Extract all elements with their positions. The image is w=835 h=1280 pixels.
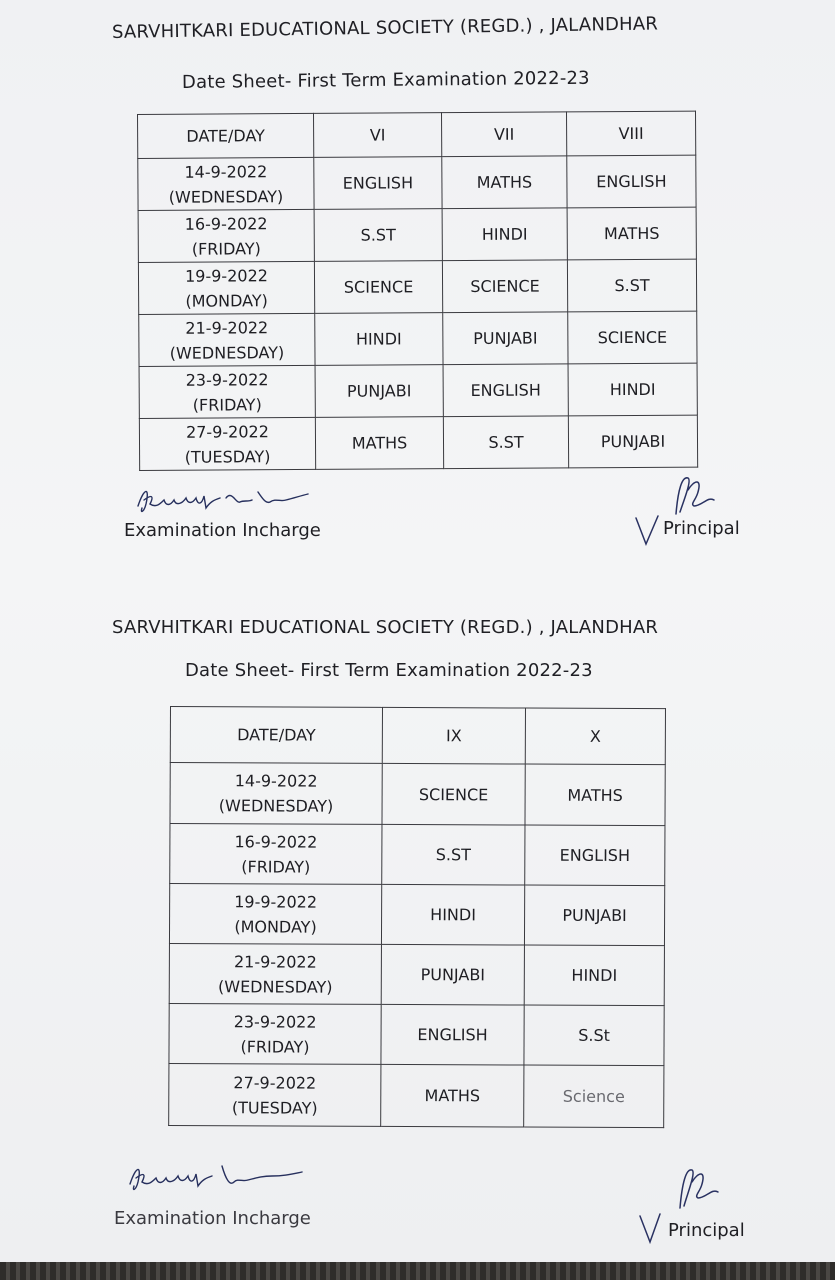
date-text: 21-9-2022 (233, 951, 317, 972)
subject-cell: ENGLISH (443, 364, 568, 417)
subject-cell: MATHS (442, 156, 567, 209)
date-cell (170, 763, 382, 825)
date-cell (138, 261, 314, 314)
date-cell (169, 943, 381, 1004)
date-cell (169, 1003, 381, 1064)
subject-cell: Science (524, 1065, 664, 1128)
subject-cell: MATHS (525, 764, 665, 826)
date-cell (169, 884, 381, 945)
header-class-ix: IX (382, 707, 525, 764)
subject-cell: PUNJABI (568, 415, 697, 468)
subject-cell: ENGLISH (567, 155, 696, 208)
header-class-viii: VIII (566, 111, 695, 156)
day-text: (FRIDAY) (192, 394, 262, 415)
header-class-x: X (525, 708, 665, 765)
subject-cell: HINDI (442, 208, 567, 261)
header-class-vi: VI (313, 113, 441, 158)
header-class-vii: VII (441, 112, 566, 157)
table-row (138, 207, 696, 262)
subject-cell: HINDI (381, 884, 524, 945)
date-text: 19-9-2022 (185, 265, 268, 286)
date-cell (139, 365, 315, 418)
subject-cell: PUNJABI (381, 944, 524, 1005)
header-date-day: DATE/DAY (170, 707, 382, 764)
incharge-label: Examination Incharge (114, 1208, 311, 1229)
day-text: (MONDAY) (185, 290, 268, 311)
table-header-row (138, 111, 696, 158)
date-cell (170, 824, 382, 885)
date-text: 19-9-2022 (234, 891, 318, 912)
principal-label: Principal (668, 1220, 745, 1241)
day-text: (TUESDAY) (231, 1097, 318, 1118)
day-text: (WEDNESDAY) (168, 186, 284, 207)
sheet1-subtitle: Date Sheet- First Term Examination 2022-23 (181, 67, 590, 93)
table-row (138, 259, 696, 314)
subject-cell: ENGLISH (381, 1004, 524, 1065)
date-text: 16-9-2022 (184, 213, 268, 234)
subject-cell: S.ST (443, 416, 568, 469)
subject-cell: PUNJABI (315, 365, 443, 418)
incharge-signature (130, 482, 320, 522)
day-text: (TUESDAY) (184, 446, 271, 467)
subject-cell: SCIENCE (314, 261, 442, 314)
table-row (169, 884, 664, 946)
table-header-row (170, 707, 665, 765)
table-row (139, 415, 697, 470)
day-text: (WEDNESDAY) (218, 796, 334, 816)
sheet1-title: SARVHITKARI EDUCATIONAL SOCIETY (REGD.) , JALANDHAR (111, 13, 659, 43)
table-row (170, 763, 665, 826)
subject-cell: HINDI (315, 313, 443, 366)
table-row (169, 1003, 664, 1065)
subject-cell: S.ST (382, 824, 525, 885)
principal-label: Principal (663, 518, 740, 539)
table-row (169, 1063, 664, 1127)
subject-cell: SCIENCE (442, 260, 567, 313)
subject-cell: S.St (524, 1005, 664, 1066)
subject-cell: HINDI (524, 945, 664, 1006)
header-date-day: DATE/DAY (138, 113, 314, 158)
day-text: (FRIDAY) (241, 856, 311, 877)
sheet2-title: SARVHITKARI EDUCATIONAL SOCIETY (REGD.) , JALANDHAR (112, 617, 659, 638)
date-cell (138, 157, 314, 210)
date-text: 14-9-2022 (234, 771, 318, 791)
date-text: 23-9-2022 (185, 369, 269, 390)
date-text: 23-9-2022 (233, 1011, 317, 1032)
background-surface (0, 1262, 835, 1280)
subject-cell: S.ST (567, 259, 696, 312)
day-text: (FRIDAY) (240, 1036, 310, 1057)
day-text: (MONDAY) (234, 916, 317, 937)
subject-cell: PUNJABI (443, 312, 568, 365)
incharge-signature (122, 1160, 312, 1200)
date-cell (139, 417, 315, 470)
date-cell (169, 1063, 381, 1126)
subject-cell: ENGLISH (525, 825, 665, 886)
day-text: (WEDNESDAY) (217, 976, 333, 997)
subject-cell: MATHS (381, 1064, 524, 1127)
table-row (170, 824, 665, 886)
date-text: 27-9-2022 (185, 421, 269, 442)
table-row (139, 311, 697, 366)
date-text: 21-9-2022 (185, 317, 269, 338)
date-text: 14-9-2022 (184, 161, 268, 182)
subject-cell: ENGLISH (314, 157, 442, 210)
sheet2-date-table (168, 706, 666, 1128)
subject-cell: MATHS (567, 207, 696, 260)
table-row (138, 155, 696, 210)
table-row (169, 943, 664, 1005)
date-text: 16-9-2022 (234, 831, 318, 852)
subject-cell: MATHS (315, 417, 443, 470)
table-row (139, 363, 697, 418)
date-cell (139, 313, 315, 366)
subject-cell: HINDI (568, 363, 697, 416)
subject-cell: SCIENCE (568, 311, 697, 364)
subject-cell: PUNJABI (524, 885, 664, 946)
subject-cell: SCIENCE (382, 763, 525, 825)
day-text: (FRIDAY) (191, 238, 261, 259)
date-text: 27-9-2022 (233, 1072, 317, 1093)
sheet1-date-table (137, 111, 698, 471)
day-text: (WEDNESDAY) (169, 342, 285, 363)
date-cell (138, 209, 314, 262)
subject-cell: S.ST (314, 209, 442, 262)
incharge-label: Examination Incharge (124, 520, 321, 541)
sheet2-subtitle: Date Sheet- First Term Examination 2022-23 (185, 660, 593, 681)
